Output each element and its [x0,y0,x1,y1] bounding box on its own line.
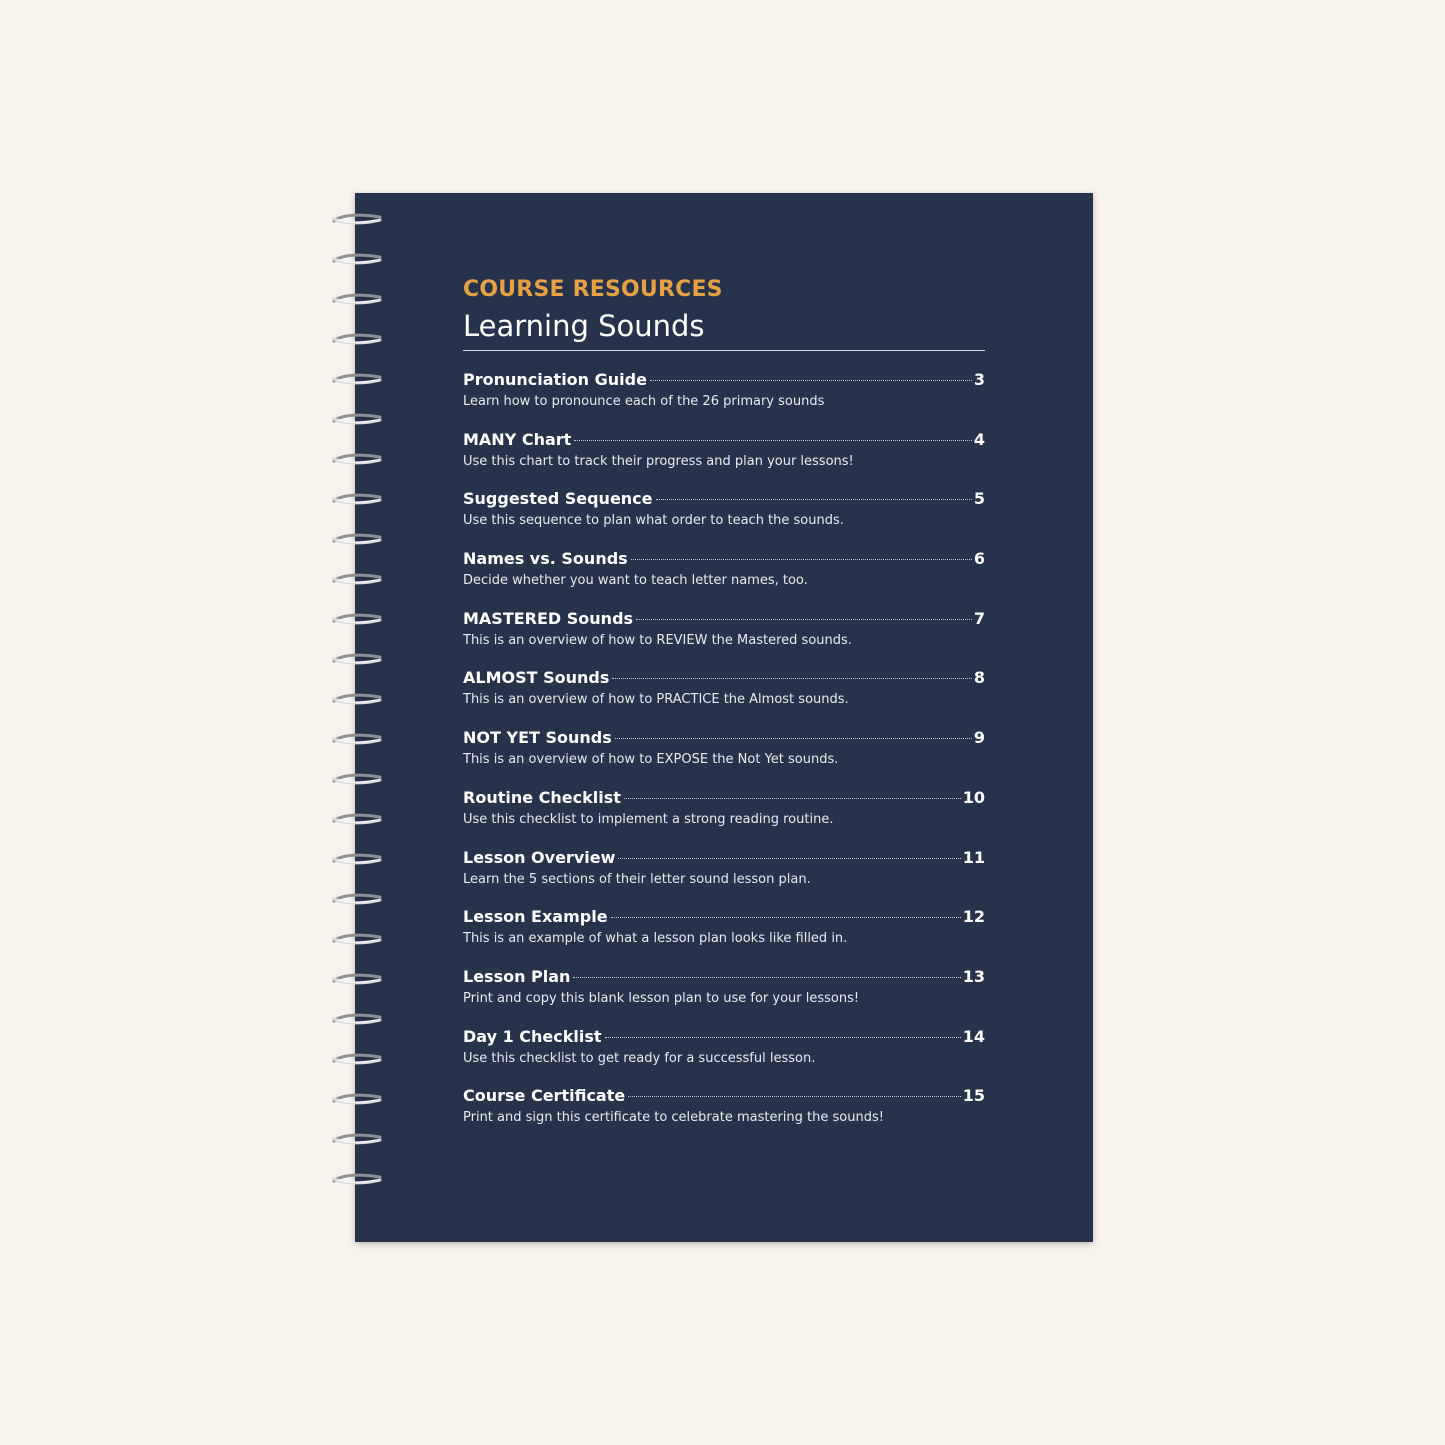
dot-leader [573,977,960,978]
toc-entry[interactable] [463,1086,985,1146]
spiral-ring-icon [332,852,384,866]
toc-entry-description: Learn the 5 sections of their letter sound lesson plan. [463,871,811,887]
toc-entry-page-number: 10 [962,787,985,807]
spiral-ring-icon [332,292,384,306]
toc-entry-description: This is an overview of how to REVIEW the Mastered sounds. [463,632,852,648]
toc-entry-page-number: 6 [973,549,985,569]
spiral-ring-icon [332,972,384,986]
toc-entry-description: Print and sign this certificate to celebrate mastering the sounds! [463,1110,884,1126]
spiral-ring-icon [332,1012,384,1026]
toc-entry-heading [463,609,985,631]
spiral-ring-icon [332,572,384,586]
toc-entry-heading [463,1027,985,1049]
toc-entry-title: Suggested Sequence [463,489,653,509]
spiral-ring-icon [332,812,384,826]
toc-entry-title: ALMOST Sounds [463,668,610,688]
dot-leader [618,858,960,859]
spiral-ring-icon [332,532,384,546]
dot-leader [650,380,972,381]
dot-leader [611,917,961,918]
toc-entry-page-number: 14 [962,1026,985,1046]
spiral-ring-icon [332,692,384,706]
toc-entry-title: Day 1 Checklist [463,1026,602,1046]
toc-entry-title: Lesson Overview [463,847,616,867]
toc-entry-description: Decide whether you want to teach letter names, too. [463,573,808,589]
spiral-ring-icon [332,1092,384,1106]
toc-entry[interactable] [463,370,985,430]
toc-entry-description: Use this sequence to plan what order to teach the sounds. [463,513,844,529]
toc-entry[interactable] [463,609,985,669]
toc-entry-heading [463,788,985,810]
toc-entry-heading [463,370,985,392]
toc-entry-page-number: 9 [973,728,985,748]
dot-leader [612,678,971,679]
toc-entry-title: Names vs. Sounds [463,549,628,569]
title-divider [463,350,985,351]
toc-entry[interactable] [463,1027,985,1087]
toc-entry-description: Print and copy this blank lesson plan to use for your lessons! [463,990,860,1006]
toc-entry-heading [463,1086,985,1108]
dot-leader [628,1096,961,1097]
dot-leader [624,798,961,799]
dot-leader [615,738,972,739]
toc-entry[interactable] [463,549,985,609]
spiral-ring-icon [332,252,384,266]
toc-entry-page-number: 3 [973,370,985,389]
toc-entry-description: Use this chart to track their progress and plan your lessons! [463,453,854,469]
dot-leader [631,559,972,560]
spiral-binding-icon [332,212,384,1222]
toc-entry[interactable] [463,489,985,549]
dot-leader [605,1037,961,1038]
toc-entry-title: Routine Checklist [463,787,621,807]
toc-entry[interactable] [463,907,985,967]
toc-entry-title: Lesson Example [463,907,608,927]
toc-entry-title: NOT YET Sounds [463,728,612,748]
toc-entry-heading [463,907,985,929]
dot-leader [656,499,972,500]
toc-entry-heading [463,549,985,571]
toc-entry-heading [463,430,985,452]
spiral-ring-icon [332,372,384,386]
toc-entry-page-number: 7 [973,608,985,628]
toc-list [463,370,985,1146]
table-of-contents-panel [463,277,985,1146]
toc-entry[interactable] [463,788,985,848]
spiral-ring-icon [332,932,384,946]
spiral-ring-icon [332,452,384,466]
spiral-ring-icon [332,652,384,666]
spiral-ring-icon [332,1172,384,1186]
toc-entry-title: Lesson Plan [463,966,571,986]
toc-entry-page-number: 4 [973,429,985,449]
toc-entry-description: Learn how to pronounce each of the 26 primary sounds [463,394,825,409]
toc-entry-title: Course Certificate [463,1086,626,1106]
toc-entry-page-number: 13 [962,966,985,986]
toc-entry-title: Pronunciation Guide [463,370,647,389]
toc-entry-page-number: 5 [973,489,985,509]
toc-entry-heading [463,668,985,690]
spiral-ring-icon [332,332,384,346]
toc-entry-description: Use this checklist to get ready for a successful lesson. [463,1050,816,1066]
toc-entry[interactable] [463,848,985,908]
dot-leader [636,619,972,620]
notebook-cover [355,193,1093,1242]
toc-entry-description: This is an example of what a lesson plan looks like filled in. [463,931,848,947]
spiral-ring-icon [332,772,384,786]
spiral-ring-icon [332,612,384,626]
toc-entry-description: Use this checklist to implement a strong reading routine. [463,811,834,827]
toc-entry-page-number: 12 [962,907,985,927]
spiral-ring-icon [332,412,384,426]
toc-entry[interactable] [463,430,985,490]
toc-entry-description: This is an overview of how to EXPOSE the Not Yet sounds. [463,752,839,768]
toc-entry[interactable] [463,668,985,728]
toc-entry-heading [463,967,985,989]
toc-entry-page-number: 11 [962,847,985,867]
toc-entry-description: This is an overview of how to PRACTICE the Almost sounds. [463,692,849,708]
page-title: Learning Sounds [463,309,705,343]
spiral-ring-icon [332,492,384,506]
toc-entry-heading [463,848,985,870]
toc-entry-heading [463,489,985,511]
toc-entry[interactable] [463,728,985,788]
dot-leader [574,440,972,441]
spiral-ring-icon [332,1052,384,1066]
spiral-ring-icon [332,212,384,226]
toc-entry[interactable] [463,967,985,1027]
toc-entry-page-number: 15 [962,1086,985,1106]
toc-entry-title: MANY Chart [463,429,572,449]
spiral-ring-icon [332,892,384,906]
toc-entry-page-number: 8 [973,668,985,688]
spiral-ring-icon [332,732,384,746]
toc-entry-title: MASTERED Sounds [463,608,634,628]
spiral-ring-icon [332,1132,384,1146]
section-eyebrow: COURSE RESOURCES [463,277,723,302]
toc-entry-heading [463,728,985,750]
